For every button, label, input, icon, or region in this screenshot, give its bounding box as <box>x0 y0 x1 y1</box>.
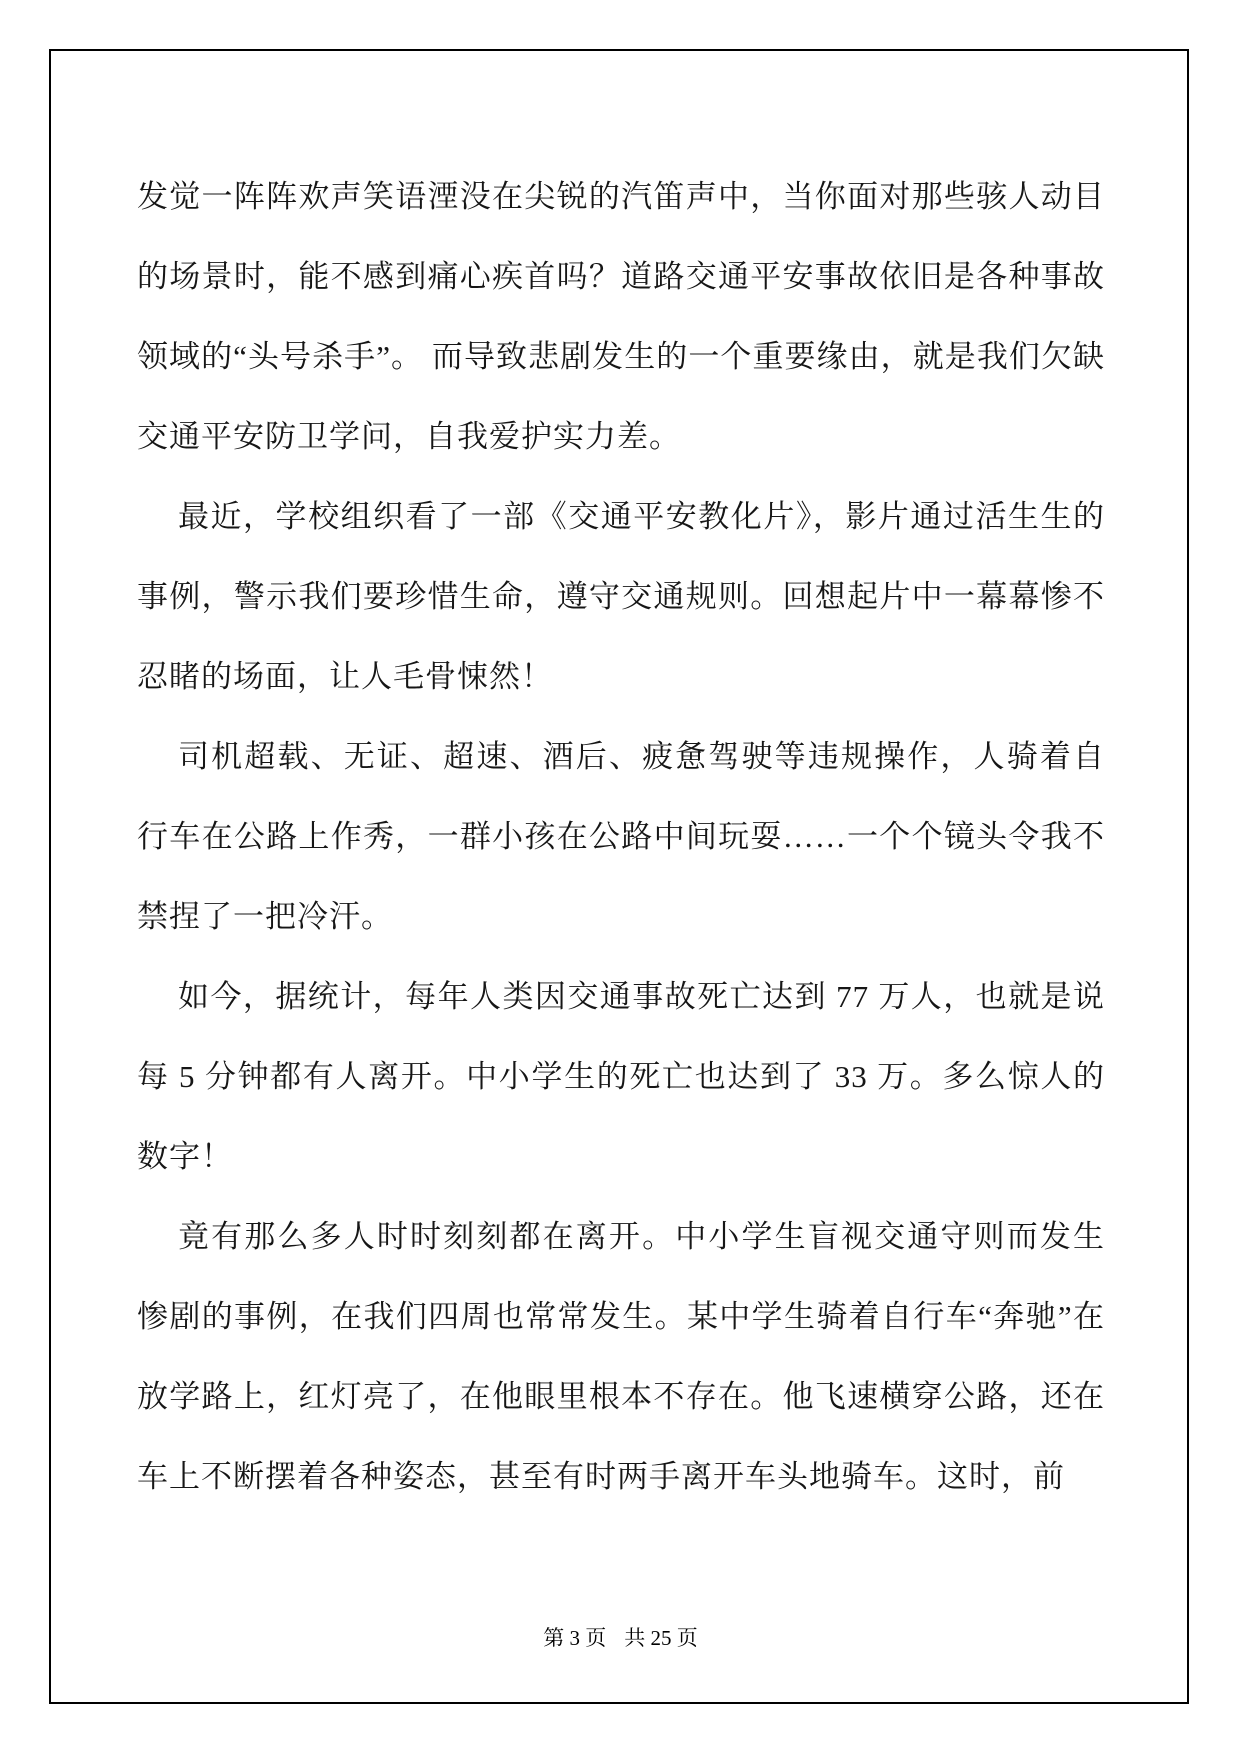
paragraph-4: 如今，据统计，每年人类因交通事故死亡达到 77 万人，也就是说每 5 分钟都有人离开。中小学生的死亡也达到了 33 万。多么惊人的数字！ <box>137 979 1105 1174</box>
document-body <box>137 157 1105 1517</box>
paragraph-3: 司机超载、无证、超速、酒后、疲惫驾驶等违规操作，人骑着自行车在公路上作秀，一群小孩在公路中间玩耍……一个个镜头令我不禁捏了一把冷汗。 <box>137 739 1105 934</box>
page-total: 共 25 页 <box>624 1626 698 1650</box>
page-footer <box>0 1622 1241 1652</box>
page-number: 第 3 页 <box>543 1626 607 1650</box>
paragraph-2: 最近，学校组织看了一部《交通平安教化片》，影片通过活生生的事例，警示我们要珍惜生命，遵守交通规则。回想起片中一幕幕惨不忍睹的场面，让人毛骨悚然！ <box>137 499 1105 694</box>
paragraph-1: 发觉一阵阵欢声笑语湮没在尖锐的汽笛声中，当你面对那些骇人动目的场景时，能不感到痛心疾首吗？道路交通平安事故依旧是各种事故领域的“头号杀手”。 而导致悲剧发生的一个重要缘由，就是我们欠缺交通平安防卫学问，自我爱护实力差。 <box>137 179 1105 454</box>
paragraph-5: 竟有那么多人时时刻刻都在离开。中小学生盲视交通守则而发生惨剧的事例，在我们四周也常常发生。某中学生骑着自行车“奔驰”在放学路上，红灯亮了，在他眼里根本不存在。他飞速横穿公路，还在车上不断摆着各种姿态，甚至有时两手离开车头地骑车。这时，前 <box>137 1219 1105 1494</box>
